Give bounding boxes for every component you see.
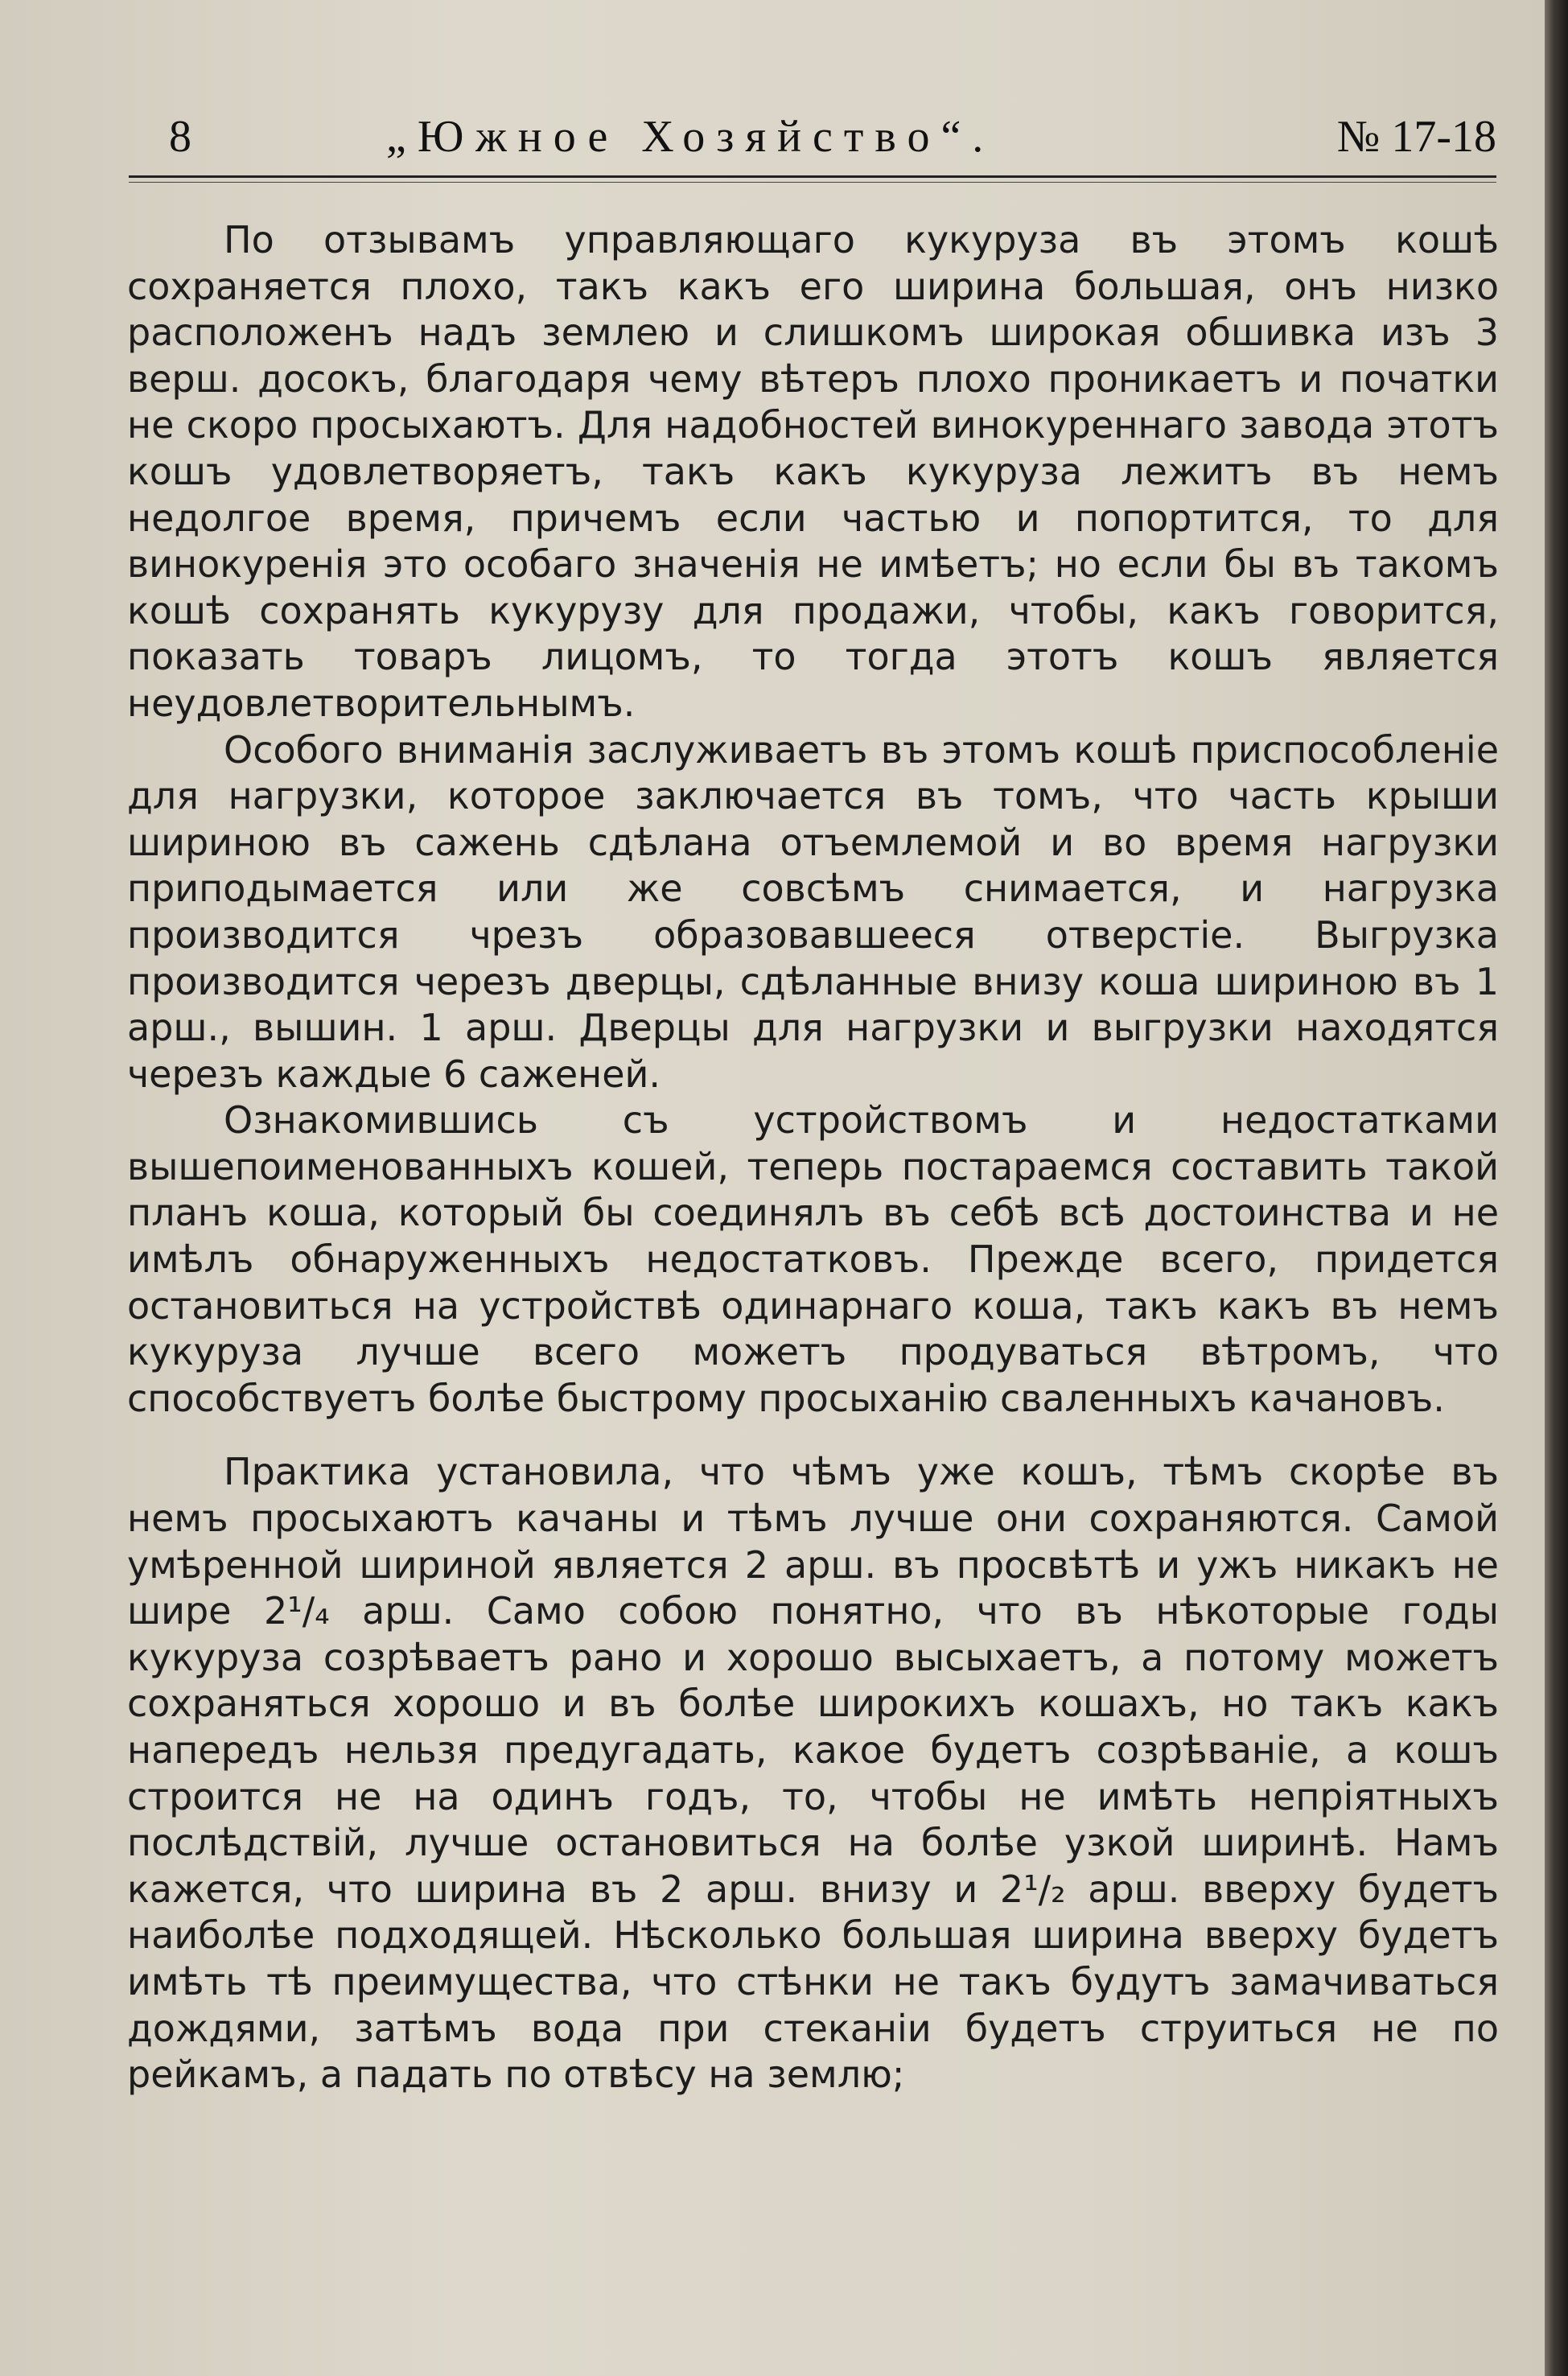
journal-title: „Южное Хозяйство“.: [386, 112, 995, 162]
header-rule: [129, 175, 1496, 178]
paragraph-3: Ознакомившись съ устройствомъ и недостатками вышепоименованныхъ кошей, теперь постараемся составить такой планъ коша, который бы соединялъ въ себѣ всѣ достоинства и не имѣлъ обнаруженныхъ недостатковъ. Прежде всего, придется остановиться на устройствѣ одинарнаго коша, такъ какъ въ немъ кукуруза лучше всего можетъ продуваться вѣтромъ, что способствуетъ болѣе быстрому просыханію сваленныхъ качановъ.: [127, 1098, 1499, 1420]
paragraph-2: Особого вниманія заслуживаетъ въ этомъ кошѣ приспособленіе для нагрузки, которое заключается въ томъ, что часть крыши шириною въ сажень сдѣлана отъемлемой и во время нагрузки приподымается или же совсѣмъ снимается, и нагрузка производится чрезъ образовавшееся отверстіе. Выгрузка производится черезъ дверцы, сдѣланные внизу коша шириною въ 1 арш., вышин. 1 арш. Дверцы для нагрузки и выгрузки находятся черезъ каждые 6 саженей.: [127, 727, 1499, 1096]
article-body: [127, 217, 1499, 2098]
paragraph-4: Практика установила, что чѣмъ уже кошъ, тѣмъ скорѣе въ немъ просыхаютъ качаны и тѣмъ лучше они сохраняются. Самой умѣренной шириной является 2 арш. въ просвѣтѣ и ужъ никакъ не шире 2¹/₄ арш. Само собою понятно, что въ нѣкоторые годы кукуруза созрѣваетъ рано и хорошо высыхаетъ, а потому можетъ сохраняться хорошо и въ болѣе широкихъ кошахъ, но такъ какъ напередъ нельзя предугадать, какое будетъ созрѣваніе, а кошъ строится не на одинъ годъ, то, чтобы не имѣть непріятныхъ послѣдствій, лучше остановиться на болѣе узкой ширинѣ. Намъ кажется, что ширина въ 2 арш. внизу и 2¹/₂ арш. вверху будетъ наиболѣе подходящей. Нѣсколько большая ширина вверху будетъ имѣть тѣ преимущества, что стѣнки не такъ будутъ замачиваться дождями, затѣмъ вода при стеканіи будетъ струиться не по рейкамъ, а падать по отвѣсу на землю;: [127, 1450, 1499, 2097]
header-rule-thin: [129, 182, 1496, 183]
issue-number: № 17-18: [1336, 112, 1496, 162]
page-edge-shadow: [1545, 0, 1568, 2376]
running-header: [169, 111, 1496, 167]
paragraph-1: По отзывамъ управляющаго кукуруза въ этомъ кошѣ сохраняется плохо, такъ какъ его ширина большая, онъ низко расположенъ надъ землею и слишкомъ широкая обшивка изъ 3 верш. досокъ, благодаря чему вѣтеръ плохо проникаетъ и початки не скоро просыхаютъ. Для надобностей винокуреннаго завода этотъ кошъ удовлетворяетъ, такъ какъ кукуруза лежитъ въ немъ недолгое время, причемъ если частью и попортится, то для винокуренія это особаго значенія не имѣетъ; но если бы въ такомъ кошѣ сохранять кукурузу для продажи, чтобы, какъ говорится, показать товаръ лицомъ, то тогда этотъ кошъ является неудовлетворительнымъ.: [127, 218, 1499, 725]
page-number: 8: [169, 112, 191, 162]
